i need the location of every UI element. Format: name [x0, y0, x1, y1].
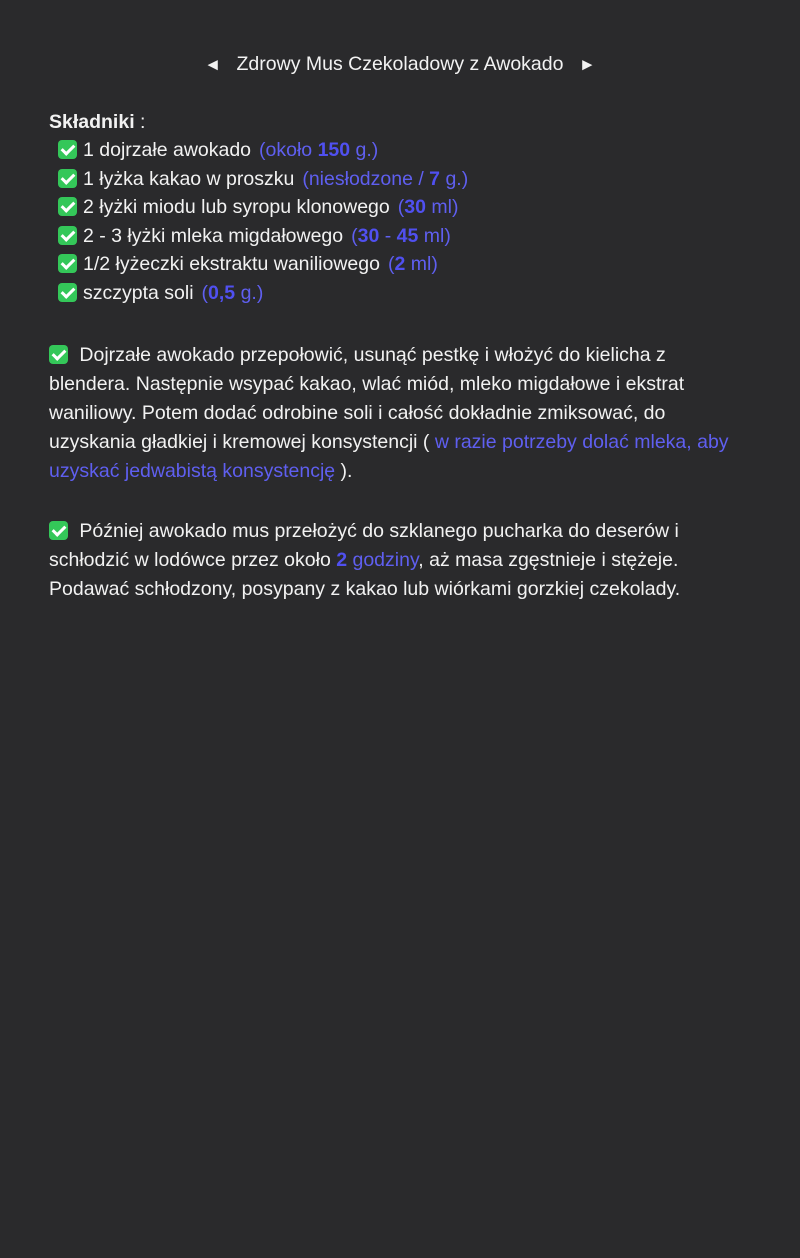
ingredient-name: 1/2 łyżeczki ekstraktu waniliowego — [83, 253, 380, 276]
ingredient-name: 2 - 3 łyżki mleka migdałowego — [83, 224, 344, 247]
ingredient-item — [58, 250, 739, 279]
ingredient-item — [58, 136, 739, 165]
ingredient-name: 1 dojrzałe awokado — [83, 139, 252, 161]
checkmark-icon — [58, 197, 77, 216]
ingredients-heading: Składniki : — [49, 111, 146, 133]
checkmark-icon — [58, 140, 77, 159]
ingredient-amount: (około 150 g.) — [259, 139, 379, 161]
checkmark-icon — [58, 254, 77, 273]
ingredient-name: szczypta soli — [83, 281, 194, 304]
ingredient-item — [58, 165, 739, 194]
step-2-paragraph: Później awokado mus przełożyć do szklanego pucharka do deserów i schłodzić w lodówce przez około 2 godziny, aż masa zgęstnieje i stężeje. Podawać schłodzony, posypany z kakao lub wiórkami gorzkiej czekolady. — [49, 520, 681, 600]
next-recipe-arrow-icon[interactable]: ► — [578, 55, 596, 74]
checkmark-icon — [58, 226, 77, 245]
recipe-title: Zdrowy Mus Czekoladowy z Awokado — [236, 53, 564, 75]
ingredient-item — [58, 193, 739, 222]
checkmark-icon — [49, 521, 68, 540]
ingredient-item — [58, 279, 739, 308]
ingredient-amount: (30 ml) — [397, 196, 459, 219]
recipe-nav — [0, 50, 800, 79]
step-1-paragraph: Dojrzałe awokado przepołowić, usunąć pestkę i włożyć do kielicha z blendera. Następnie wsypać kakao, wlać miód, mleko migdałowe i ekstrat waniliowy. Potem dodać odrobine soli i całość dokładnie zmiksować, do uzyskania gładkiej i kremowej konsystencji ( w razie potrzeby dolać mleka, aby uzyskać jedwabistą konsystencję ). — [49, 344, 729, 482]
chill-time: 2 godziny — [336, 549, 419, 571]
checkmark-icon — [49, 345, 68, 364]
ingredient-amount: (0,5 g.) — [201, 281, 264, 304]
step-1-note: w razie potrzeby dolać mleka, aby uzyskać jedwabistą konsystencję — [49, 431, 729, 482]
ingredient-name: 2 łyżki miodu lub syropu klonowego — [83, 196, 390, 219]
checkmark-icon — [58, 169, 77, 188]
ingredient-name: 1 łyżka kakao w proszku — [83, 167, 295, 190]
ingredients-section — [49, 108, 739, 308]
prev-recipe-arrow-icon[interactable]: ◄ — [204, 55, 222, 74]
ingredient-amount: (2 ml) — [387, 253, 438, 276]
ingredients-list — [49, 136, 739, 308]
ingredient-amount: (30 - 45 ml) — [351, 224, 451, 247]
ingredient-amount: (niesłodzone / 7 g.) — [302, 167, 469, 190]
ingredient-item — [58, 222, 739, 251]
checkmark-icon — [58, 283, 77, 302]
